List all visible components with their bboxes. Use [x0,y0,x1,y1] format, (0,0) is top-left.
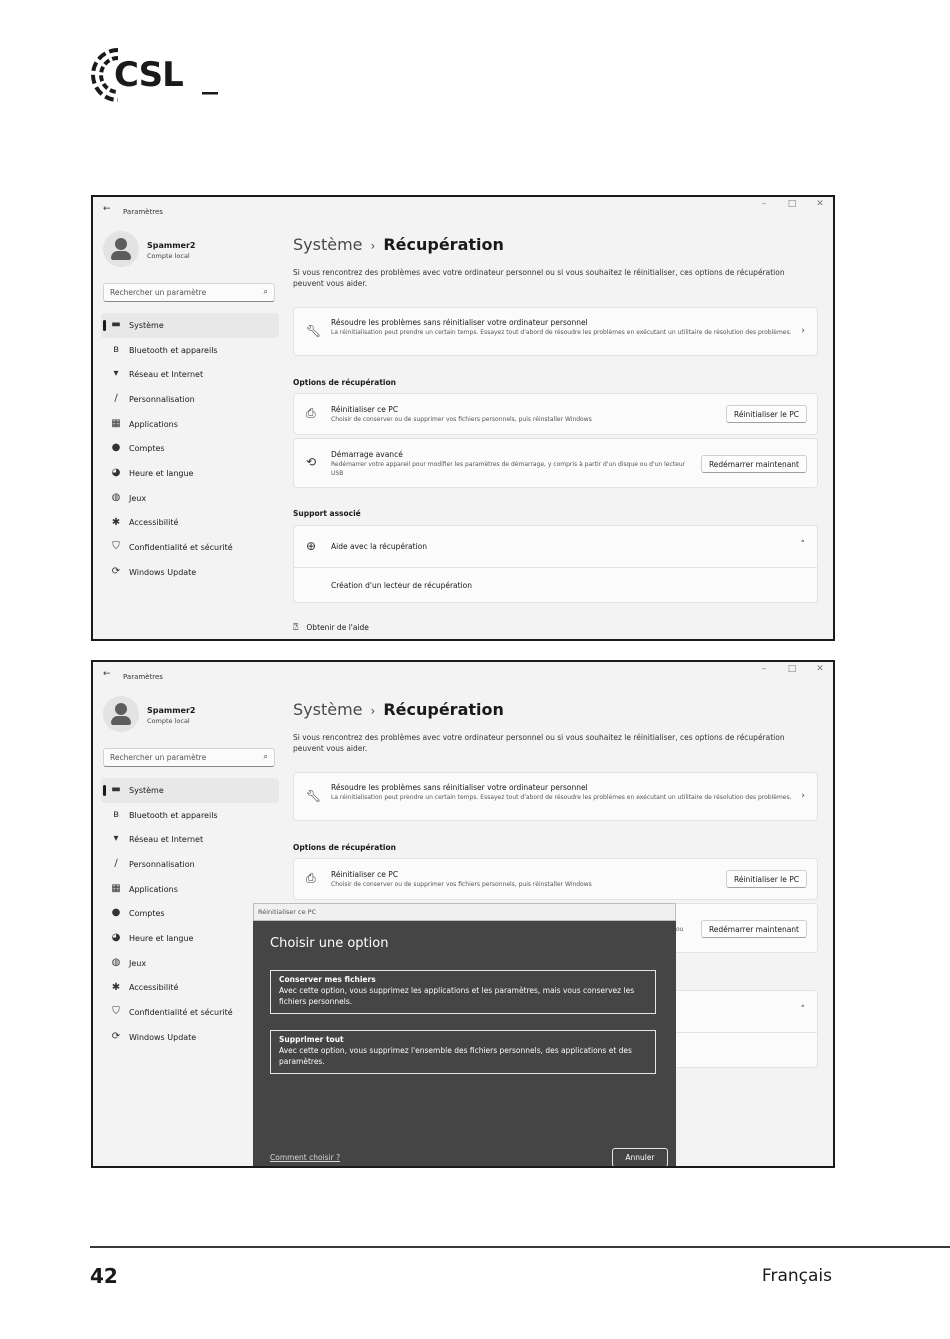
sidebar-item-label: Confidentialité et sécurité [129,1008,233,1018]
reset-dialog [253,921,676,1168]
close-icon[interactable]: ✕ [816,199,824,209]
sidebar-item-label: Personnalisation [129,394,195,404]
get-help-link[interactable] [293,623,369,633]
sidebar-item-bluetooth[interactable] [101,803,279,828]
globe-icon: ⊕ [306,539,317,553]
maximize-icon[interactable]: □ [787,664,797,674]
search-input[interactable] [103,748,275,767]
option-title: Supprimer tout [279,1035,344,1044]
troubleshoot-subtitle: La réinitialisation peut prendre un certain temps. Essayez tout d'abord de résoudre les problèmes en exécutant un utilitaire de résolution des problèmes. [331,329,792,336]
reset-pc-icon: ⎙ [306,406,316,420]
reset-pc-title: Réinitialiser ce PC [331,870,399,879]
accessibility-icon: ✱ [111,516,121,528]
sidebar-item-label: Windows Update [129,1032,197,1042]
search-icon: ⌕ [263,752,268,761]
how-to-choose-link[interactable]: Comment choisir ? [270,1153,341,1162]
page-description: Si vous rencontrez des problèmes avec votre ordinateur personnel ou si vous souhaitez le réinitialiser, ces options de récupération peuvent vous aider. [293,733,785,753]
brush-icon: ∕ [114,858,118,870]
troubleshoot-subtitle: La réinitialisation peut prendre un certain temps. Essayez tout d'abord de résoudre les problèmes en exécutant un utilitaire de résolution des problèmes. [331,794,792,801]
search-placeholder: Rechercher un paramètre [110,753,207,762]
recovery-drive-link[interactable]: Création d'un lecteur de récupération [331,581,473,590]
sidebar-item-heure[interactable] [101,461,279,486]
reset-pc-subtitle: Choisir de conserver ou de supprimer vos fichiers personnels, puis réinstaller Windows [331,416,592,423]
option-desc: Avec cette option, vous supprimez les applications et les paramètres, mais vous conservez les fichiers personnels. [279,986,635,1006]
sidebar-item-label: Jeux [129,958,147,968]
breadcrumb-separator: › [370,704,376,718]
option-title: Conserver mes fichiers [279,975,376,984]
breadcrumb [293,700,504,719]
breadcrumb-parent[interactable]: Système [293,700,363,719]
sidebar-item-label: Comptes [129,909,165,919]
search-icon: ⌕ [263,287,268,296]
title-bar [93,662,833,688]
globe-clock-icon: ◕ [111,932,121,944]
bluetooth-icon: ʙ [113,808,119,820]
system-icon: ▬ [111,319,121,330]
sidebar-item-windows-update[interactable] [101,560,279,585]
minimize-icon[interactable]: – [761,664,767,674]
screenshot-recovery [91,195,835,641]
sidebar-item-reseau[interactable] [101,362,279,387]
dialog-heading: Choisir une option [270,936,389,951]
sidebar-item-label: Windows Update [129,567,197,577]
sidebar-item-systeme[interactable] [101,313,279,338]
sidebar-item-label: Réseau et Internet [129,370,204,380]
update-icon: ⟳ [111,565,121,577]
sidebar-item-label: Accessibilité [129,518,179,528]
advanced-startup-title: Démarrage avancé [331,450,403,459]
option-desc: Avec cette option, vous supprimez l'ensemble des fichiers personnels, des applications et des paramètres. [279,1046,632,1066]
troubleshoot-card[interactable] [293,772,818,821]
sidebar-item-jeux[interactable] [101,486,279,511]
wifi-icon: ▾ [113,833,119,845]
chevron-up-icon[interactable]: ˄ [800,540,805,550]
support-help-title[interactable]: Aide avec la récupération [331,542,428,551]
sidebar-item-label: Système [129,320,164,330]
keep-files-option[interactable] [270,970,656,1014]
screenshot-reset-dialog [91,660,835,1168]
app-title: Paramètres [123,208,163,216]
user-profile[interactable] [101,692,279,736]
sidebar-item-accessibilite[interactable] [101,511,279,536]
brush-icon: ∕ [114,393,118,405]
troubleshoot-title: Résoudre les problèmes sans réinitialiser votre ordinateur personnel [331,318,588,327]
sidebar-item-systeme[interactable] [101,778,279,803]
reset-pc-button[interactable]: Réinitialiser le PC [726,870,807,888]
sidebar-item-label: Heure et langue [129,933,194,943]
dialog-title-bar: Réinitialiser ce PC [253,903,676,921]
sidebar-item-comptes[interactable] [101,436,279,461]
bluetooth-icon: ʙ [113,343,119,355]
reset-pc-title: Réinitialiser ce PC [331,405,399,414]
sidebar-item-label: Réseau et Internet [129,835,204,845]
user-account-type: Compte local [147,252,190,260]
sidebar-item-label: Bluetooth et appareils [129,345,218,355]
breadcrumb-separator: › [370,239,376,253]
reset-pc-card [293,858,818,900]
globe-clock-icon: ◕ [111,467,121,479]
restart-now-button[interactable]: Redémarrer maintenant [701,455,807,473]
sidebar-item-bluetooth[interactable] [101,338,279,363]
avatar [103,696,139,732]
apps-icon: ▦ [111,417,121,429]
sidebar-item-label: Accessibilité [129,983,179,993]
search-input[interactable] [103,283,275,302]
gamepad-icon: ◍ [111,491,121,503]
breadcrumb [293,235,504,254]
wrench-icon: 🔧︎ [306,789,322,803]
advanced-startup-subtitle: Redémarrer votre appareil pour modifier les paramètres de démarrage, y compris à partir d'un disque ou d'un lecteur USB [331,461,686,477]
sidebar-item-label: Comptes [129,444,165,454]
avatar [103,231,139,267]
sidebar-nav [101,313,279,585]
app-title: Paramètres [123,673,163,681]
support-heading: Support associé [293,509,361,518]
sidebar [101,692,279,1042]
sidebar-item-confidentialite[interactable] [101,535,279,560]
user-name: Spammer2 [147,706,196,715]
page-description: Si vous rencontrez des problèmes avec votre ordinateur personnel ou si vous souhaitez le réinitialiser, ces options de récupération peuvent vous aider. [293,268,785,288]
reset-pc-subtitle: Choisir de conserver ou de supprimer vos fichiers personnels, puis réinstaller Windows [331,881,592,888]
close-icon[interactable]: ✕ [816,664,824,674]
sidebar-item-label: Heure et langue [129,468,194,478]
search-placeholder: Rechercher un paramètre [110,288,207,297]
sidebar-item-label: Personnalisation [129,859,195,869]
sidebar-item-label: Applications [129,419,178,429]
sidebar-item-personnalisation[interactable] [101,387,279,412]
sidebar-item-label: Système [129,785,164,795]
recovery-options-heading: Options de récupération [293,378,396,387]
troubleshoot-card[interactable] [293,307,818,356]
logo-text: CSL [114,55,183,95]
support-card [293,525,818,603]
system-icon: ▬ [111,784,121,795]
sidebar-item-personnalisation[interactable] [101,852,279,877]
back-arrow-icon[interactable]: ← [103,204,111,214]
sidebar-item-label: Applications [129,884,178,894]
reset-pc-card [293,393,818,435]
chevron-right-icon: › [801,326,805,336]
chevron-right-icon: › [801,791,805,801]
sidebar-item-label: Confidentialité et sécurité [129,543,233,553]
shield-icon: ⛉ [112,541,120,553]
recovery-options-heading: Options de récupération [293,843,396,852]
reset-pc-button[interactable]: Réinitialiser le PC [726,405,807,423]
reset-pc-icon: ⎙ [306,871,316,885]
wifi-icon: ▾ [113,368,119,380]
page-title: Récupération [383,235,504,254]
sidebar [101,227,279,577]
minimize-icon[interactable]: – [761,199,767,209]
back-arrow-icon[interactable]: ← [103,669,111,679]
accessibility-icon: ✱ [111,981,121,993]
sidebar-item-label: Jeux [129,493,147,503]
page-language: Français [761,1266,832,1286]
sidebar-item-applications[interactable] [101,412,279,437]
title-bar [93,197,833,223]
sidebar-item-label: Bluetooth et appareils [129,810,218,820]
breadcrumb-parent[interactable]: Système [293,235,363,254]
troubleshoot-title: Résoudre les problèmes sans réinitialiser votre ordinateur personnel [331,783,588,792]
obscured-text-fragment: ou [676,926,684,933]
remove-everything-option[interactable] [270,1030,656,1074]
advanced-startup-icon: ⟲ [306,455,317,469]
restart-now-button[interactable]: Redémarrer maintenant [701,920,807,938]
advanced-startup-card [293,438,818,488]
maximize-icon[interactable]: □ [787,199,797,209]
sidebar-item-applications[interactable] [101,877,279,902]
sidebar-item-reseau[interactable] [101,827,279,852]
shield-icon: ⛉ [112,1006,120,1018]
cancel-button[interactable]: Annuler [612,1148,668,1167]
page-number: 42 [90,1264,118,1288]
help-icon: ⍰ [293,623,299,633]
get-help-label: Obtenir de l'aide [306,623,369,632]
csl-logo [88,42,228,108]
user-profile[interactable] [101,227,279,271]
gamepad-icon: ◍ [111,956,121,968]
user-name: Spammer2 [147,241,196,250]
person-icon: ● [111,442,121,454]
chevron-up-icon[interactable]: ˄ [800,1005,805,1015]
footer-rule [90,1246,950,1248]
wrench-icon: 🔧︎ [306,324,322,338]
person-icon: ● [111,907,121,919]
page-title: Récupération [383,700,504,719]
user-account-type: Compte local [147,717,190,725]
update-icon: ⟳ [111,1030,121,1042]
apps-icon: ▦ [111,882,121,894]
